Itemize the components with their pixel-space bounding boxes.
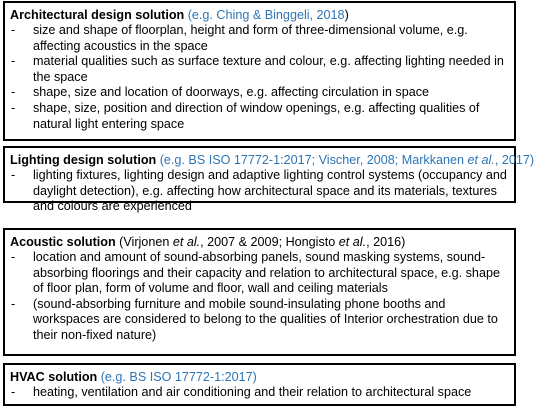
list-item: - location and amount of sound-absorbing panels, sound masking systems, sound-absorbing floorings and their capacity and relation to architectural space, e.g. shape of floor plan, form of volume and floor, wall and ceiling materials [11, 250, 500, 296]
list-item: - shape, size, position and direction of window openings, e.g. affecting qualities of natural light entering space [11, 100, 480, 131]
hvac-solution-list [5, 385, 514, 401]
architectural-design-list [5, 23, 514, 132]
architectural-design-heading [10, 8, 514, 23]
list-item: - lighting fixtures, lighting design and adaptive lighting control systems (occupancy and daylight detection), e.g. affecting how architectural space and its materials, textures and colours are experienced [11, 168, 507, 214]
bullet-dash: - [11, 250, 16, 264]
lighting-design-title: Lighting design solution [10, 153, 157, 167]
acoustic-solution-list [5, 250, 514, 344]
acoustic-solution-title: Acoustic solution [10, 235, 116, 249]
lighting-design-list [5, 168, 514, 215]
architectural-design-reference: (e.g. Ching & Binggeli, 2018) [184, 8, 349, 22]
lighting-design-box [3, 146, 534, 214]
acoustic-solution-heading [10, 235, 514, 250]
list-item: - heating, ventilation and air conditioning and their relation to architectural space [11, 385, 472, 399]
list-item: - size and shape of floorplan, height and form of three-dimensional volume, e.g. affecting acoustics in the space [11, 23, 468, 53]
acoustic-solution-box [3, 228, 516, 356]
list-item: - material qualities such as surface texture and colour, e.g. affecting lighting needed in the space [11, 54, 504, 84]
acoustic-solution-reference: (Virjonen et al., 2007 & 2009; Hongisto et al., 2016) [115, 235, 406, 249]
hvac-solution-reference: (e.g. BS ISO 17772-1:2017) [97, 370, 257, 384]
list-item: - (sound-absorbing furniture and mobile sound-insulating phone booths and workspaces are considered to belong to the qualities of Interior orchestration due to their non-fixed nature) [11, 296, 498, 342]
bullet-dash: - [11, 385, 16, 399]
lighting-design-reference: (e.g. BS ISO 17772-1:2017; Vischer, 2008; Markkanen et al., 2017) [156, 153, 534, 167]
bullet-dash: - [11, 54, 16, 69]
bullet-dash: - [11, 100, 16, 115]
bullet-dash: - [11, 23, 16, 37]
bullet-dash: - [11, 296, 16, 311]
lighting-design-heading [10, 153, 534, 168]
bullet-dash: - [11, 85, 16, 100]
architectural-design-box [3, 1, 516, 141]
hvac-solution-heading [10, 370, 514, 385]
hvac-solution-title: HVAC solution [10, 370, 98, 384]
architectural-design-title: Architectural design solution [10, 8, 185, 22]
bullet-dash: - [11, 168, 16, 182]
list-item: - shape, size and location of doorways, e.g. affecting circulation in space [11, 85, 430, 100]
hvac-solution-box [3, 363, 516, 406]
